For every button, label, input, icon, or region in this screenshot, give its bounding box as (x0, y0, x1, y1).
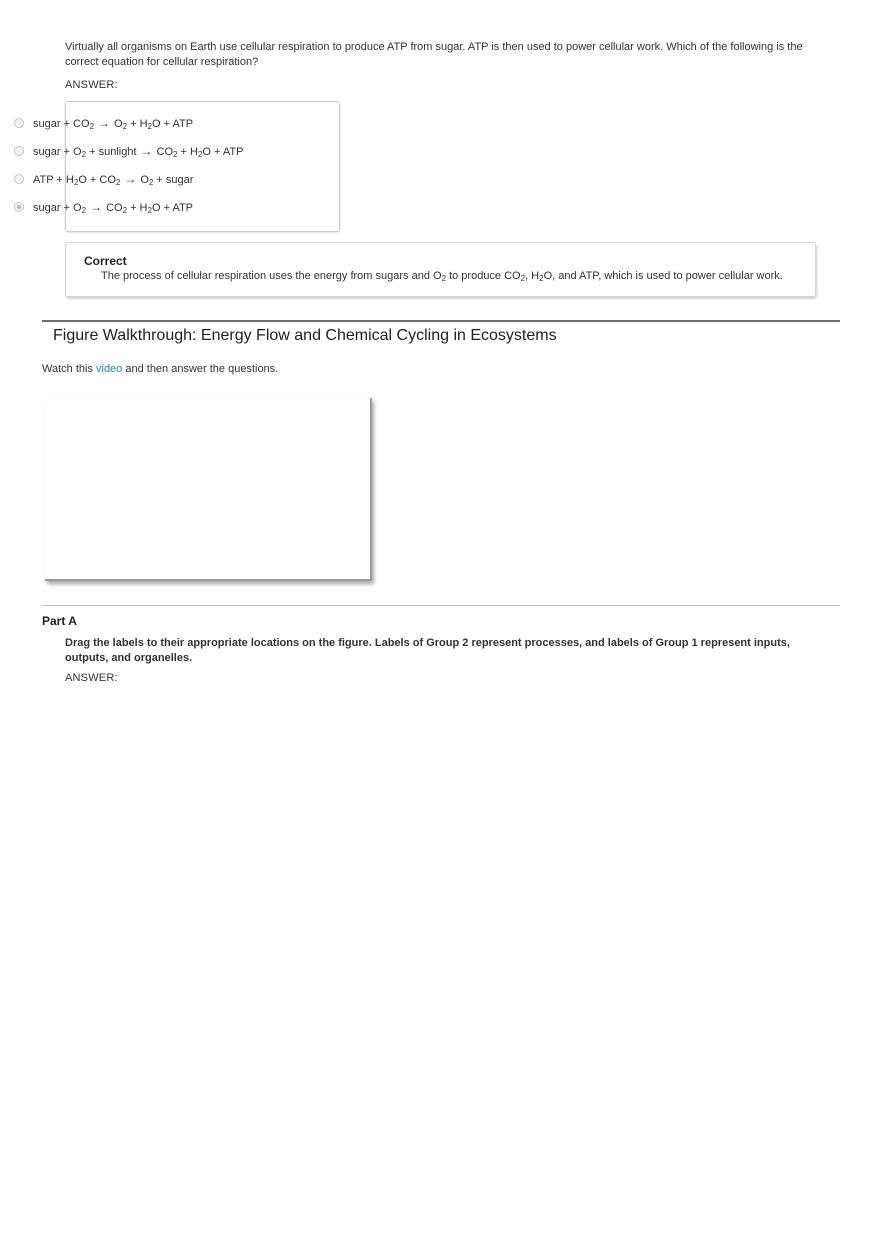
feedback-box (65, 242, 816, 297)
video-link[interactable]: video (96, 363, 123, 375)
answer-label: ANSWER: (65, 672, 118, 684)
option-text: sugar + $O_2$ + sunlight → $CO_2 + H_2O$ + ATP (33, 144, 244, 159)
answer-option-2[interactable] (14, 143, 243, 159)
video-player[interactable] (45, 398, 372, 581)
answer-option-4[interactable] (14, 199, 193, 215)
section-title: Figure Walkthrough: Energy Flow and Chemical Cycling in Ecosystems (53, 327, 557, 344)
arrow-icon: → (124, 172, 137, 186)
answer-option-1[interactable] (14, 115, 193, 131)
part-prompt: Drag the labels to their appropriate locations on the figure. Labels of Group 2 represent processes, and labels of Group 1 represent inputs, outputs, and organelles. (65, 637, 790, 664)
intro-text: Watch this video and then answer the questions. (42, 363, 279, 375)
section-divider (42, 320, 840, 322)
option-text: sugar + $O_2 \to CO_2 + H_2O$ + ATP (33, 200, 194, 215)
question-text: Virtually all organisms on Earth use cellular respiration to produce ATP from sugar. ATP is then used to power cellular work. Which of the following is the correct equation for cellular respiration? (65, 41, 803, 68)
answer-label: ANSWER: (65, 79, 118, 91)
radio-button[interactable] (14, 118, 24, 128)
radio-button-selected[interactable] (14, 202, 24, 212)
option-text: sugar + $CO_2 \to O_2 + H_2O$ + ATP (33, 116, 194, 131)
radio-button[interactable] (14, 174, 24, 184)
radio-button[interactable] (14, 146, 24, 156)
feedback-text: The process of cellular respiration uses the energy from sugars and $O_2$ to produce $CO_2$, $H_2O$, and ATP, which is used to power cellular work. (101, 270, 783, 283)
answer-option-3[interactable] (14, 171, 193, 187)
part-divider (42, 605, 840, 606)
arrow-icon: → (140, 144, 153, 158)
arrow-icon: → (90, 200, 103, 214)
arrow-icon: → (98, 116, 111, 130)
part-label: Part A (42, 614, 77, 628)
feedback-title: Correct (84, 254, 127, 268)
option-text: ATP + $H_2O + CO_2 \to O_2$ + sugar (33, 172, 194, 187)
